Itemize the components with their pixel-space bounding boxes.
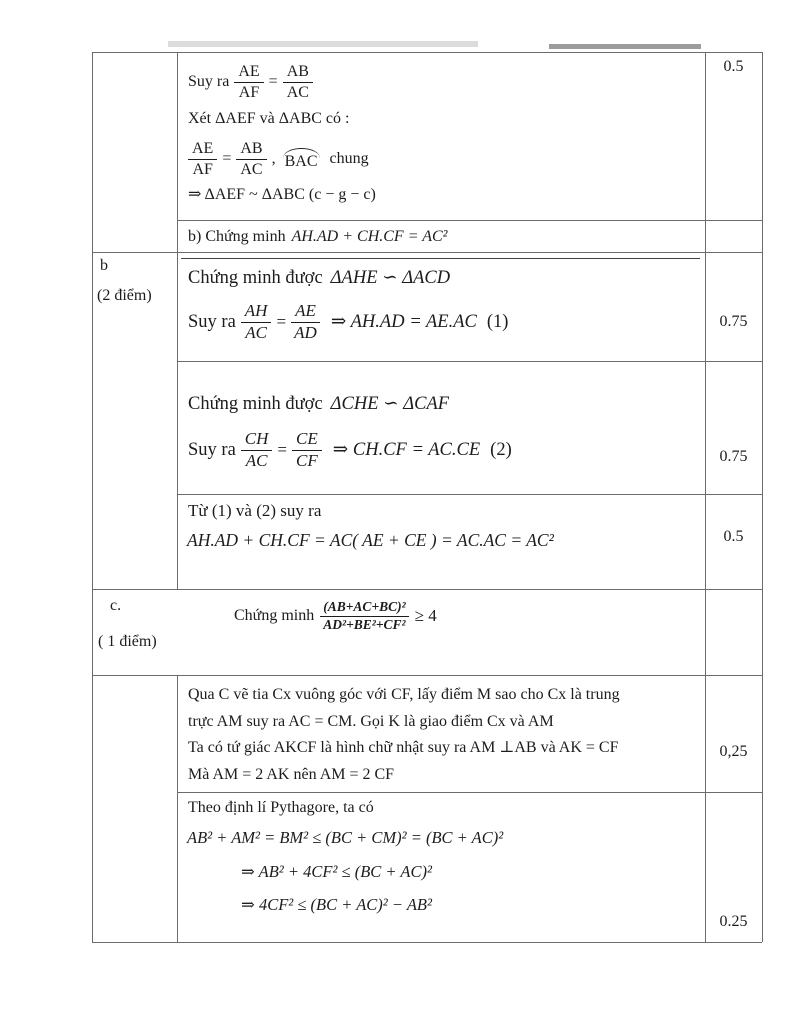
- fraction-denominator: AC: [240, 160, 263, 178]
- b-statement-prefix: b) Chứng minh: [188, 228, 286, 245]
- fraction-ch-ac: [241, 430, 273, 470]
- a-solution-line1: [188, 60, 318, 104]
- fraction-ab-ac: [236, 140, 266, 178]
- b2-equation: [188, 425, 512, 475]
- table-border-left: [92, 52, 93, 942]
- a-solution-line3: [188, 136, 369, 182]
- c-row-points: ( 1 điểm): [98, 633, 157, 650]
- fraction-numerator: AE: [188, 140, 217, 160]
- d2-equation1: AB² + AM² = BM² ≤ (BC + CM)² = (BC + AC)²: [187, 828, 504, 847]
- table-border-score-col: [705, 52, 706, 942]
- equals-sign: =: [276, 312, 287, 331]
- fraction-numerator: (AB+AC+BC)²: [320, 600, 408, 617]
- b1-conclusion: ⇒ AH.AD = AE.AC: [330, 312, 477, 332]
- scan-artifact-dark: [549, 44, 701, 49]
- fraction-denominator: AD²+BE²+CF²: [323, 616, 406, 632]
- b2-claim-math: ΔCHE ∽ ΔCAF: [330, 394, 450, 414]
- score-d1: 0,25: [719, 743, 748, 760]
- d2-equation2: ⇒ AB² + 4CF² ≤ (BC + AC)²: [241, 862, 432, 881]
- c-statement-suffix: ≥ 4: [414, 606, 437, 625]
- b1-claim-prefix: Chứng minh được: [188, 267, 323, 288]
- fraction-denominator: AC: [245, 450, 268, 470]
- b-row-label: b: [100, 257, 108, 274]
- d1-line1: Qua C vẽ tia Cx vuông góc với CF, lấy điểm M sao cho Cx là trung: [188, 686, 620, 703]
- b1-suy-ra-label: Suy ra: [188, 311, 236, 332]
- table-border-bottom: [92, 942, 762, 943]
- fraction-numerator: AE: [291, 302, 320, 323]
- equals-sign: =: [222, 150, 232, 167]
- fraction-numerator: AB: [236, 140, 266, 160]
- b2-claim: [188, 391, 449, 417]
- b1-claim-math: ΔAHE ∽ ΔACD: [330, 268, 451, 288]
- score-d2: 0.25: [719, 913, 748, 930]
- fraction-denominator: CF: [296, 450, 318, 470]
- fraction-c-inequality: [320, 600, 408, 633]
- fraction-numerator: CH: [241, 430, 273, 451]
- fraction-denominator: AD: [294, 322, 317, 342]
- fraction-ah-ac: [241, 302, 272, 342]
- table-border-a1-a2: [177, 220, 762, 221]
- b1-equation-tag: (1): [486, 311, 509, 332]
- score-b3: 0.5: [723, 528, 744, 545]
- c-row-label: c.: [110, 597, 122, 614]
- fraction-denominator: AF: [238, 83, 260, 101]
- fraction-numerator: CE: [292, 430, 322, 451]
- scan-artifact-light: [168, 41, 478, 47]
- b1-equation: [188, 297, 508, 347]
- c-statement-prefix: Chứng minh: [234, 607, 315, 624]
- d2-equation3: ⇒ 4CF² ≤ (BC + AC)² − AB²: [241, 895, 432, 914]
- b3-equation: AH.AD + CH.CF = AC( AE + CE ) = AC.AC = AC²: [187, 530, 554, 550]
- fraction-denominator: AC: [286, 83, 309, 101]
- d2-line1: Theo định lí Pythagore, ta có: [188, 799, 374, 816]
- fraction-denominator: AF: [192, 160, 213, 178]
- fraction-numerator: AB: [283, 63, 313, 83]
- table-border-col1-upper: [177, 52, 178, 589]
- chung-label: chung: [329, 150, 369, 167]
- b2-equation-tag: (2): [490, 439, 512, 460]
- fraction-ae-af: [188, 140, 217, 178]
- d1-line4: Mà AM = 2 AK nên AM = 2 CF: [188, 765, 395, 783]
- table-border-top: [92, 52, 762, 53]
- comma: ,: [271, 150, 276, 167]
- table-border-d1-d2: [177, 792, 762, 793]
- scan-artifact-overline: [181, 258, 700, 259]
- b2-suy-ra-label: Suy ra: [188, 439, 236, 460]
- fraction-numerator: AH: [241, 302, 272, 323]
- fraction-ce-cf: [292, 430, 322, 470]
- table-border-c-bottom: [92, 675, 762, 676]
- a-solution-line2: Xét ΔAEF và ΔABC có :: [188, 110, 350, 127]
- score-a1: 0.5: [723, 58, 744, 75]
- fraction-ab-ac: [283, 63, 313, 101]
- d1-line3: Ta có tứ giác AKCF là hình chữ nhật suy ra AM ⊥AB và AK = CF: [188, 739, 619, 756]
- equals-sign: =: [277, 440, 288, 459]
- b-row-points: (2 điểm): [97, 287, 152, 304]
- equals-sign: =: [268, 73, 278, 90]
- table-border-b1-b2: [177, 361, 762, 362]
- angle-arc-bac: BAC: [285, 147, 318, 171]
- table-border-right: [762, 52, 763, 942]
- a-suy-ra-label: Suy ra: [188, 73, 230, 90]
- b-statement-math: AH.AD + CH.CF = AC²: [291, 228, 448, 245]
- b1-claim: [188, 265, 450, 291]
- a-solution-line4: ⇒ ΔAEF ~ ΔABC (c − g − c): [188, 186, 376, 203]
- fraction-denominator: AC: [245, 322, 267, 342]
- table-border-col1-lower: [177, 675, 178, 942]
- table-border-b2-b3: [177, 494, 762, 495]
- fraction-numerator: AE: [234, 63, 263, 83]
- c-problem-statement: [234, 595, 437, 637]
- table-border-b-top: [92, 252, 762, 253]
- b3-line1: Từ (1) và (2) suy ra: [188, 501, 322, 520]
- score-b2: 0.75: [719, 448, 748, 465]
- d1-line2: trực AM suy ra AC = CM. Gọi K là giao điểm Cx và AM: [188, 712, 554, 730]
- fraction-ae-ad: [291, 302, 320, 342]
- b-problem-statement: [188, 225, 447, 249]
- d1-paragraph: [188, 682, 698, 788]
- table-border-c-top: [92, 589, 762, 590]
- b2-claim-prefix: Chứng minh được: [188, 393, 323, 414]
- fraction-ae-af: [234, 63, 263, 101]
- b2-conclusion: ⇒ CH.CF = AC.CE: [332, 440, 481, 460]
- score-b1: 0.75: [719, 313, 748, 330]
